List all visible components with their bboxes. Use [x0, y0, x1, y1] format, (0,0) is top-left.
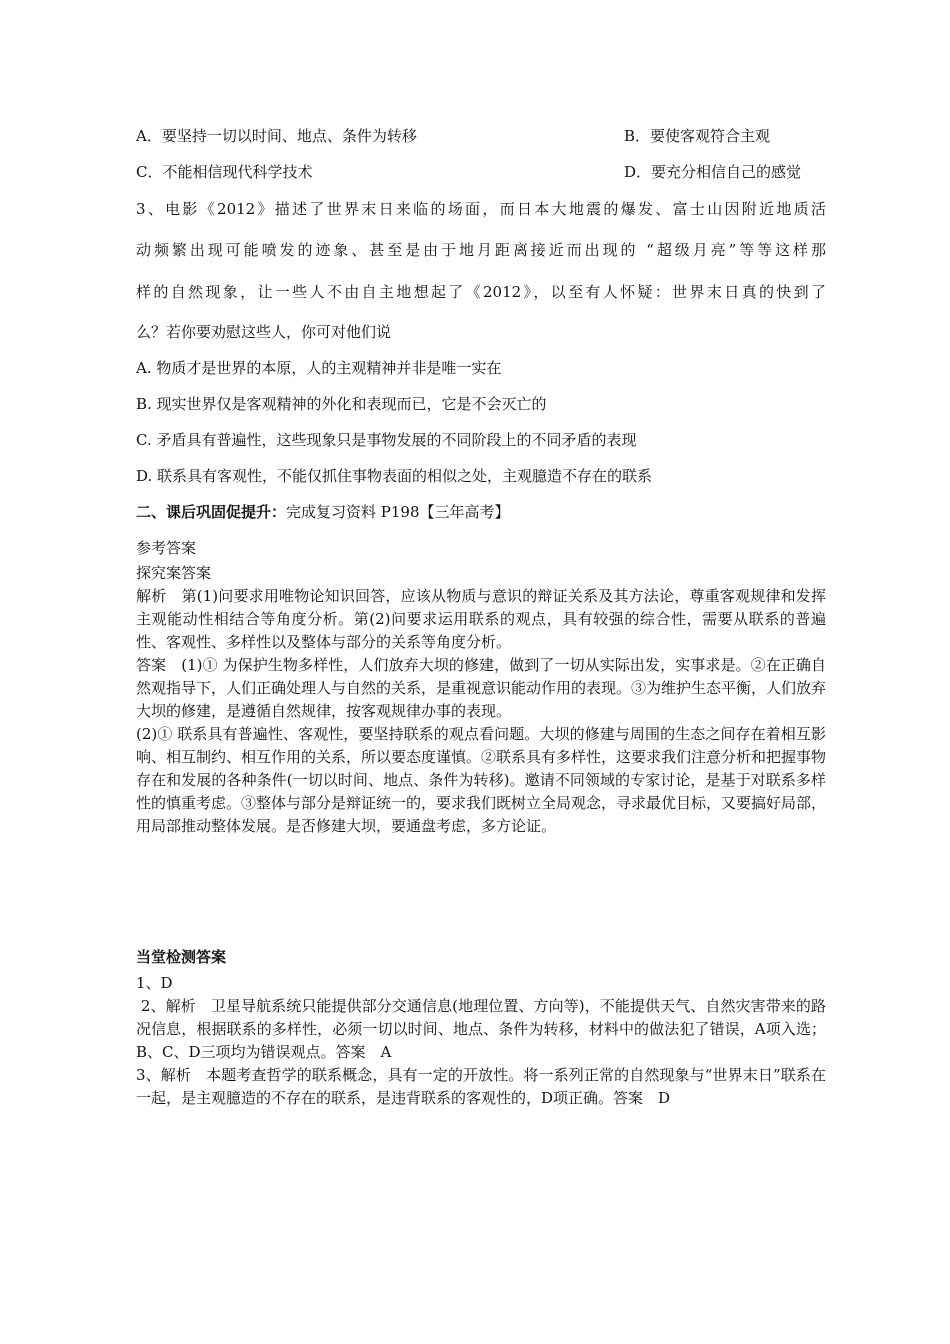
section-2-text: 完成复习资料 P198【三年高考】: [286, 503, 510, 521]
q3-stem-line-2: 动频繁出现可能喷发的迹象、甚至是由于地月距离接近而出现的 “超级月亮”等等这样那: [136, 241, 826, 259]
q2-option-d: D．要充分相信自己的感觉: [624, 163, 802, 181]
q3-option-c: C. 矛盾具有普遍性，这些现象只是事物发展的不同阶段上的不同矛盾的表现: [136, 431, 637, 449]
check-answer-2: 2、解析 卫星导航系统只能提供部分交通信息(地理位置、方向等)，不能提供天气、自然灾害带来的路况信息，根据联系的多样性，必须一切以时间、地点、条件为转移，材料中的做法犯了错误，A项入选；B、C、D三项均为错误观点。答案 A: [136, 997, 826, 1061]
q2-options-row-2: [136, 162, 802, 182]
q3-stem-line-1: 3、电影《2012》描述了世界末日来临的场面，而日本大地震的爆发、富士山因附近地质活: [136, 200, 826, 218]
q3-option-b: B. 现实世界仅是客观精神的外化和表现而已，它是不会灭亡的: [136, 395, 547, 413]
q3-option-a: A. 物质才是世界的本原，人的主观精神并非是唯一实在: [136, 359, 502, 377]
section-2-line: [136, 502, 510, 522]
check-answer-3: 3、解析 本题考查哲学的联系概念，具有一定的开放性。将一系列正常的自然现象与“世界末日”联系在一起，是主观臆造的不存在的联系，是违背联系的客观性的，D项正确。答案 D: [136, 1066, 826, 1107]
q2-option-a: A．要坚持一切以时间、地点、条件为转移: [136, 127, 417, 145]
q3-stem-line-4: 么？若你要劝慰这些人，你可对他们说: [136, 323, 392, 341]
check-answer-1: 1、D: [136, 974, 173, 992]
reference-answers-title: 参考答案: [136, 539, 197, 557]
analysis-paragraph: 解析 第(1)问要求用唯物论知识回答，应该从物质与意识的辩证关系及其方法论，尊重客观规律和发挥主观能动性相结合等角度分析。第(2)问要求运用联系的观点，具有较强的综合性，需要从联系的普遍性、客观性、多样性以及整体与部分的关系等角度分析。: [136, 587, 826, 651]
explore-answers-title: 探究案答案: [136, 564, 212, 582]
q3-option-d: D. 联系具有客观性，不能仅抓住事物表面的相似之处，主观臆造不存在的联系: [136, 467, 653, 485]
section-2-heading: 二、课后巩固促提升：: [136, 503, 287, 521]
answer-part-1: 答案 (1)① 为保护生物多样性，人们放弃大坝的修建，做到了一切从实际出发，实事求是。②在正确自然观指导下，人们正确处理人与自然的关系，是重视意识能动作用的表现。③为维护生态平衡，人们放弃大坝的修建，是遵循自然规律，按客观规律办事的表现。: [136, 656, 827, 720]
explore-answers-body: [136, 585, 826, 838]
q2-option-c: C．不能相信现代科学技术: [136, 163, 313, 181]
q2-options-row-1: [136, 126, 771, 146]
answer-part-2: (2)① 联系具有普遍性、客观性，要坚持联系的观点看问题。大坝的修建与周围的生态之间存在着相互影响、相互制约、相互作用的关系，所以要态度谨慎。②联系具有多样性，这要求我们注意分析和把握事物存在和发展的各种条件(一切以时间、地点、条件为转移)。邀请不同领域的专家讨论，是基于对联系多样性的慎重考虑。③整体与部分是辩证统一的，要求我们既树立全局观念，寻求最优目标，又要搞好局部，用局部推动整体发展。是否修建大坝，要通盘考虑，多方论证。: [136, 725, 827, 835]
q3-stem-line-3: 样的自然现象，让一些人不由自主地想起了《2012》，以至有人怀疑：世界末日真的快到了: [136, 283, 826, 301]
check-answers-title: 当堂检测答案: [136, 948, 227, 966]
check-answers-body: [136, 972, 826, 1110]
q2-option-b: B．要使客观符合主观: [624, 127, 771, 145]
